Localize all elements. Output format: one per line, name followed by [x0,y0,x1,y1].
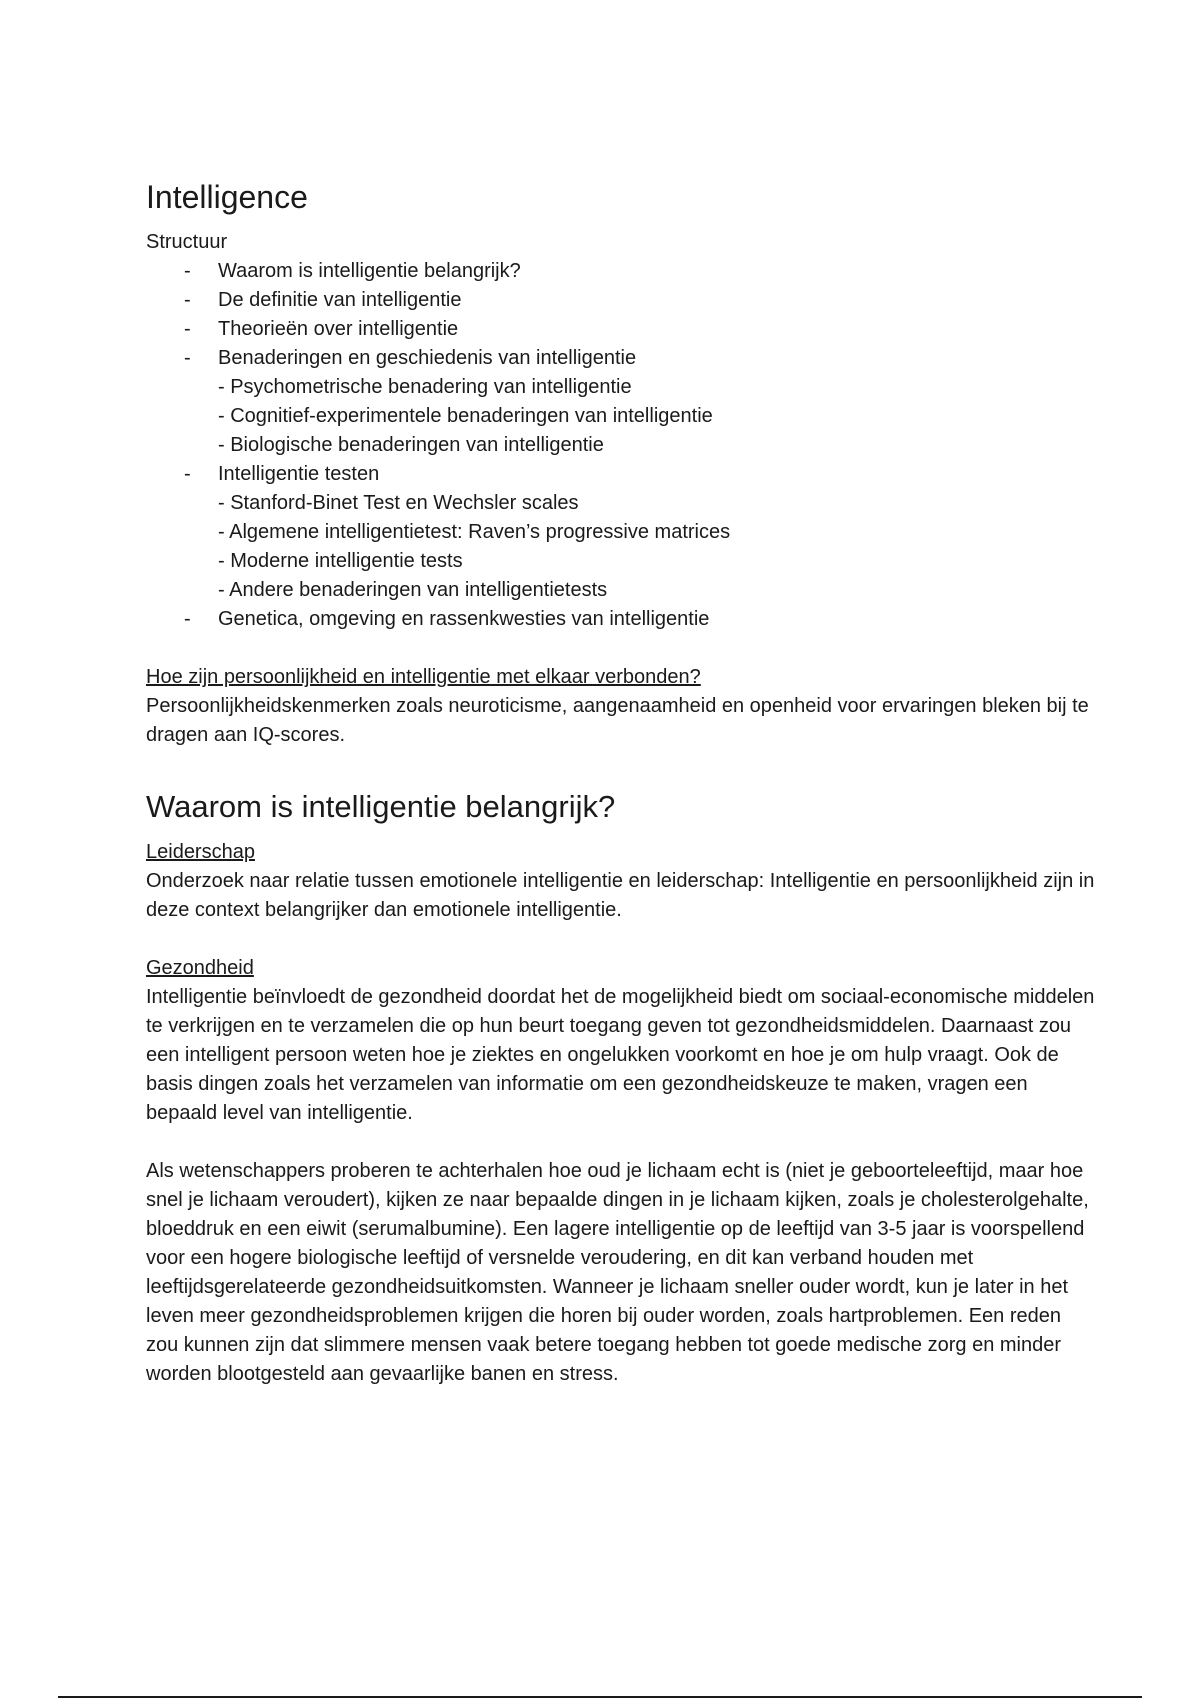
personality-text: Persoonlijkheidskenmerken zoals neuroticisme, aangenaamheid en openheid voor ervaringen bleken bij te dragen aan IQ-scores. [146,695,1089,747]
list-item [146,460,1096,605]
sub-list [218,373,1096,460]
sub-list-item: - Cognitief-experimentele benaderingen van intelligentie [218,405,713,428]
sub-list-item: - Moderne intelligentie tests [218,550,463,573]
section-title: Waarom is intelligentie belangrijk? [146,789,616,825]
personality-heading: Hoe zijn persoonlijkheid en intelligentie met elkaar verbonden? [146,666,701,689]
dash-bullet-icon: - [184,289,191,312]
list-item-label: Theorieën over intelligentie [218,318,459,341]
list-item [146,315,1096,344]
dash-bullet-icon: - [184,260,191,283]
leadership-heading: Leiderschap [146,840,255,863]
list-item [146,605,1096,634]
list-item-label: De definitie van intelligentie [218,289,462,312]
leadership-text: Onderzoek naar relatie tussen emotionele intelligentie en leiderschap: Intelligentie en persoonlijkheid zijn in deze context belangrijker dan emotionele intelligentie. [146,869,1095,921]
health-heading: Gezondheid [146,956,254,979]
list-item-label: Intelligentie testen [218,463,380,486]
sub-list-item: - Biologische benaderingen van intelligentie [218,434,604,457]
footer-divider [58,1696,1142,1698]
sub-list-item: - Stanford-Binet Test en Wechsler scales [218,492,579,515]
structure-label: Structuur [146,231,228,254]
list-item [146,344,1096,460]
sub-list-item: - Algemene intelligentietest: Raven’s progressive matrices [218,521,731,544]
list-item [146,286,1096,315]
health-paragraph-2: Als wetenschappers proberen te achterhalen hoe oud je lichaam echt is (niet je geboorteleeftijd, maar hoe snel je lichaam veroudert), kijken ze naar bepaalde dingen in je lichaam kijken, zoals je cholesterolgehalte, bloeddruk en een eiwit (serumalbumine). Een lagere intelligentie op de leeftijd van 3-5 jaar is voorspellend voor een hogere biologische leeftijd of versnelde veroudering, en dit kan verband houden met leeftijdsgerelateerde gezondheidsuitkomsten. Wanneer je lichaam sneller ouder wordt, kun je later in het leven meer gezondheidsproblemen krijgen die horen bij ouder worden, zoals hartproblemen. Een reden zou kunnen zijn dat slimmere mensen vaak betere toegang hebben tot goede medische zorg en minder worden blootgesteld aan gevaarlijke banen en stress. [146,1159,1089,1385]
sub-list-item: - Andere benaderingen van intelligentietests [218,579,608,602]
dash-bullet-icon: - [184,318,191,341]
document-title: Intelligence [146,179,308,215]
dash-bullet-icon: - [184,463,191,486]
health-paragraph-1: Intelligentie beïnvloedt de gezondheid doordat het de mogelijkheid biedt om sociaal-economische middelen te verkrijgen en te verzamelen die op hun beurt toegang geven tot gezondheidsmiddelen. Daarnaast zou een intelligent persoon weten hoe je ziektes en ongelukken voorkomt en hoe je om hulp vraagt. Ook de basis dingen zoals het verzamelen van informatie om een gezondheidskeuze te maken, vragen een bepaald level van intelligentie. [146,985,1095,1124]
list-item-label: Benaderingen en geschiedenis van intelligentie [218,347,637,370]
dash-bullet-icon: - [184,347,191,370]
dash-bullet-icon: - [184,608,191,631]
document-page [146,178,1096,1389]
sub-list-item: - Psychometrische benadering van intelligentie [218,376,632,399]
structure-list [146,257,1096,634]
list-item [146,257,1096,286]
list-item-label: Waarom is intelligentie belangrijk? [218,260,521,283]
sub-list [218,489,1096,605]
list-item-label: Genetica, omgeving en rassenkwesties van intelligentie [218,608,710,631]
